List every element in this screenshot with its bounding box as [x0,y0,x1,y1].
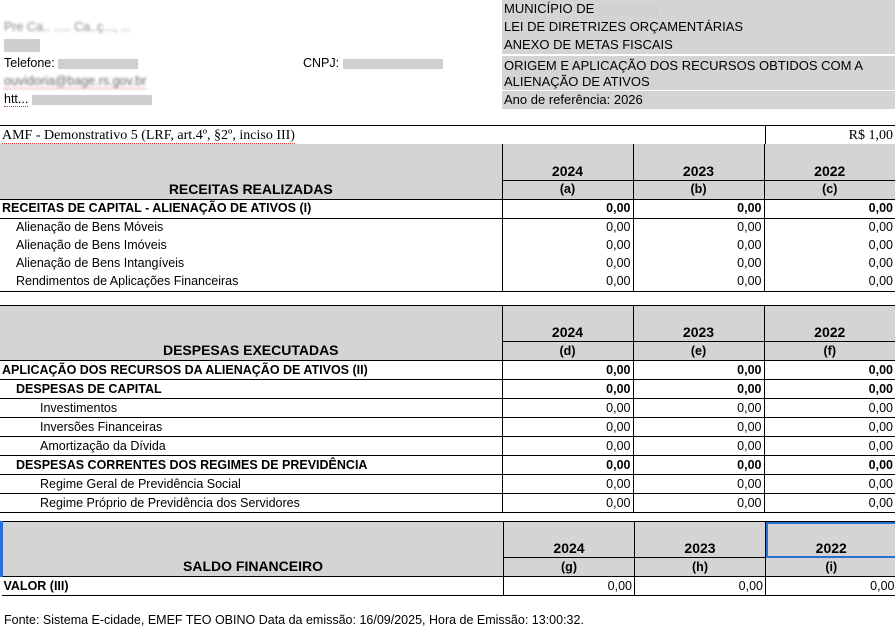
site-redacted [32,95,152,105]
municipio-cell: MUNICÍPIO DE [502,0,895,18]
despesas-year-3: 2022 [764,306,895,342]
table-row: Rendimentos de Aplicações Financeiras 0,00 0,00 0,00 [0,273,895,292]
anexo-cell: ANEXO DE METAS FISCAIS [502,36,895,54]
receitas-year-3: 2022 [764,144,895,180]
org-address-redacted [4,38,40,52]
table-row: DESPESAS DE CAPITAL 0,00 0,00 0,00 [0,380,895,399]
receitas-letter-1: (a) [502,180,633,199]
table-row: VALOR (III) 0,00 0,00 0,00 [2,577,895,596]
table-row: RECEITAS DE CAPITAL - ALIENAÇÃO DE ATIVOS (I) 0,00 0,00 0,00 [0,199,895,218]
ref-year-cell: Ano de referência: 2026 [502,91,895,109]
table-row: Alienação de Bens Imóveis 0,00 0,00 0,00 [0,237,895,255]
municipio-redacted [598,5,658,15]
ldo-cell: LEI DE DIRETRIZES ORÇAMENTÁRIAS [502,18,895,36]
email-field: ouvidoria@bage.rs.gov.br [4,74,147,88]
saldo-title: SALDO FINANCEIRO [2,522,504,577]
footer-source: Fonte: Sistema E-cidade, EMEF TEO OBINO Data da emissão: 16/09/2025, Hora de Emissão: 13:00:32. [4,613,584,627]
saldo-table [0,521,895,596]
site-field: htt... [4,92,154,106]
despesas-title: DESPESAS EXECUTADAS [0,306,502,361]
table-row: DESPESAS CORRENTES DOS REGIMES DE PREVIDÊNCIA 0,00 0,00 0,00 [0,456,895,475]
org-name: Pre Ca.. ..... Ca..ç..., ... [4,20,132,34]
receitas-letter-3: (c) [764,180,895,199]
receitas-year-2: 2023 [633,144,764,180]
table-row: Alienação de Bens Móveis 0,00 0,00 0,00 [0,218,895,237]
cnpj-label: CNPJ: [303,56,340,70]
table-row: Regime Próprio de Previdência dos Servidores 0,00 0,00 0,00 [0,494,895,513]
receitas-letter-2: (b) [633,180,764,199]
saldo-letter-1: (g) [504,558,635,577]
table-row: APLICAÇÃO DOS RECURSOS DA ALIENAÇÃO DE ATIVOS (II) 0,00 0,00 0,00 [0,361,895,380]
currency-label: R$ 1,00 [765,126,895,145]
table-row: Alienação de Bens Intangíveis 0,00 0,00 0,00 [0,255,895,273]
receitas-year-1: 2024 [502,144,633,180]
cnpj-redacted [343,59,443,69]
phone-label: Telefone: [4,56,55,70]
despesas-table [0,305,895,513]
despesas-letter-3: (f) [764,342,895,361]
despesas-letter-1: (d) [502,342,633,361]
table-row: Regime Geral de Previdência Social 0,00 0,00 0,00 [0,475,895,494]
demo-line [0,125,895,145]
despesas-year-1: 2024 [502,306,633,342]
table-row: Amortização da Dívida 0,00 0,00 0,00 [0,437,895,456]
phone-redacted [58,59,138,69]
phone-field [4,56,138,70]
cnpj-field [303,56,443,70]
receitas-table [0,144,895,292]
table-row: Inversões Financeiras 0,00 0,00 0,00 [0,418,895,437]
despesas-year-2: 2023 [633,306,764,342]
saldo-year-1: 2024 [504,522,635,558]
saldo-letter-2: (h) [635,558,766,577]
saldo-letter-3: (i) [766,558,895,577]
demo-label: AMF - Demonstrativo 5 (LRF, art.4º, §2º, inciso III) [2,127,295,143]
receitas-title: RECEITAS REALIZADAS [0,144,502,199]
saldo-year-3-selected-cell[interactable]: 2022 [766,522,895,558]
table-row: Investimentos 0,00 0,00 0,00 [0,399,895,418]
despesas-letter-2: (e) [633,342,764,361]
report-title-cell: ORIGEM E APLICAÇÃO DOS RECURSOS OBTIDOS COM A ALIENAÇÃO DE ATIVOS [502,56,895,90]
saldo-year-2: 2023 [635,522,766,558]
